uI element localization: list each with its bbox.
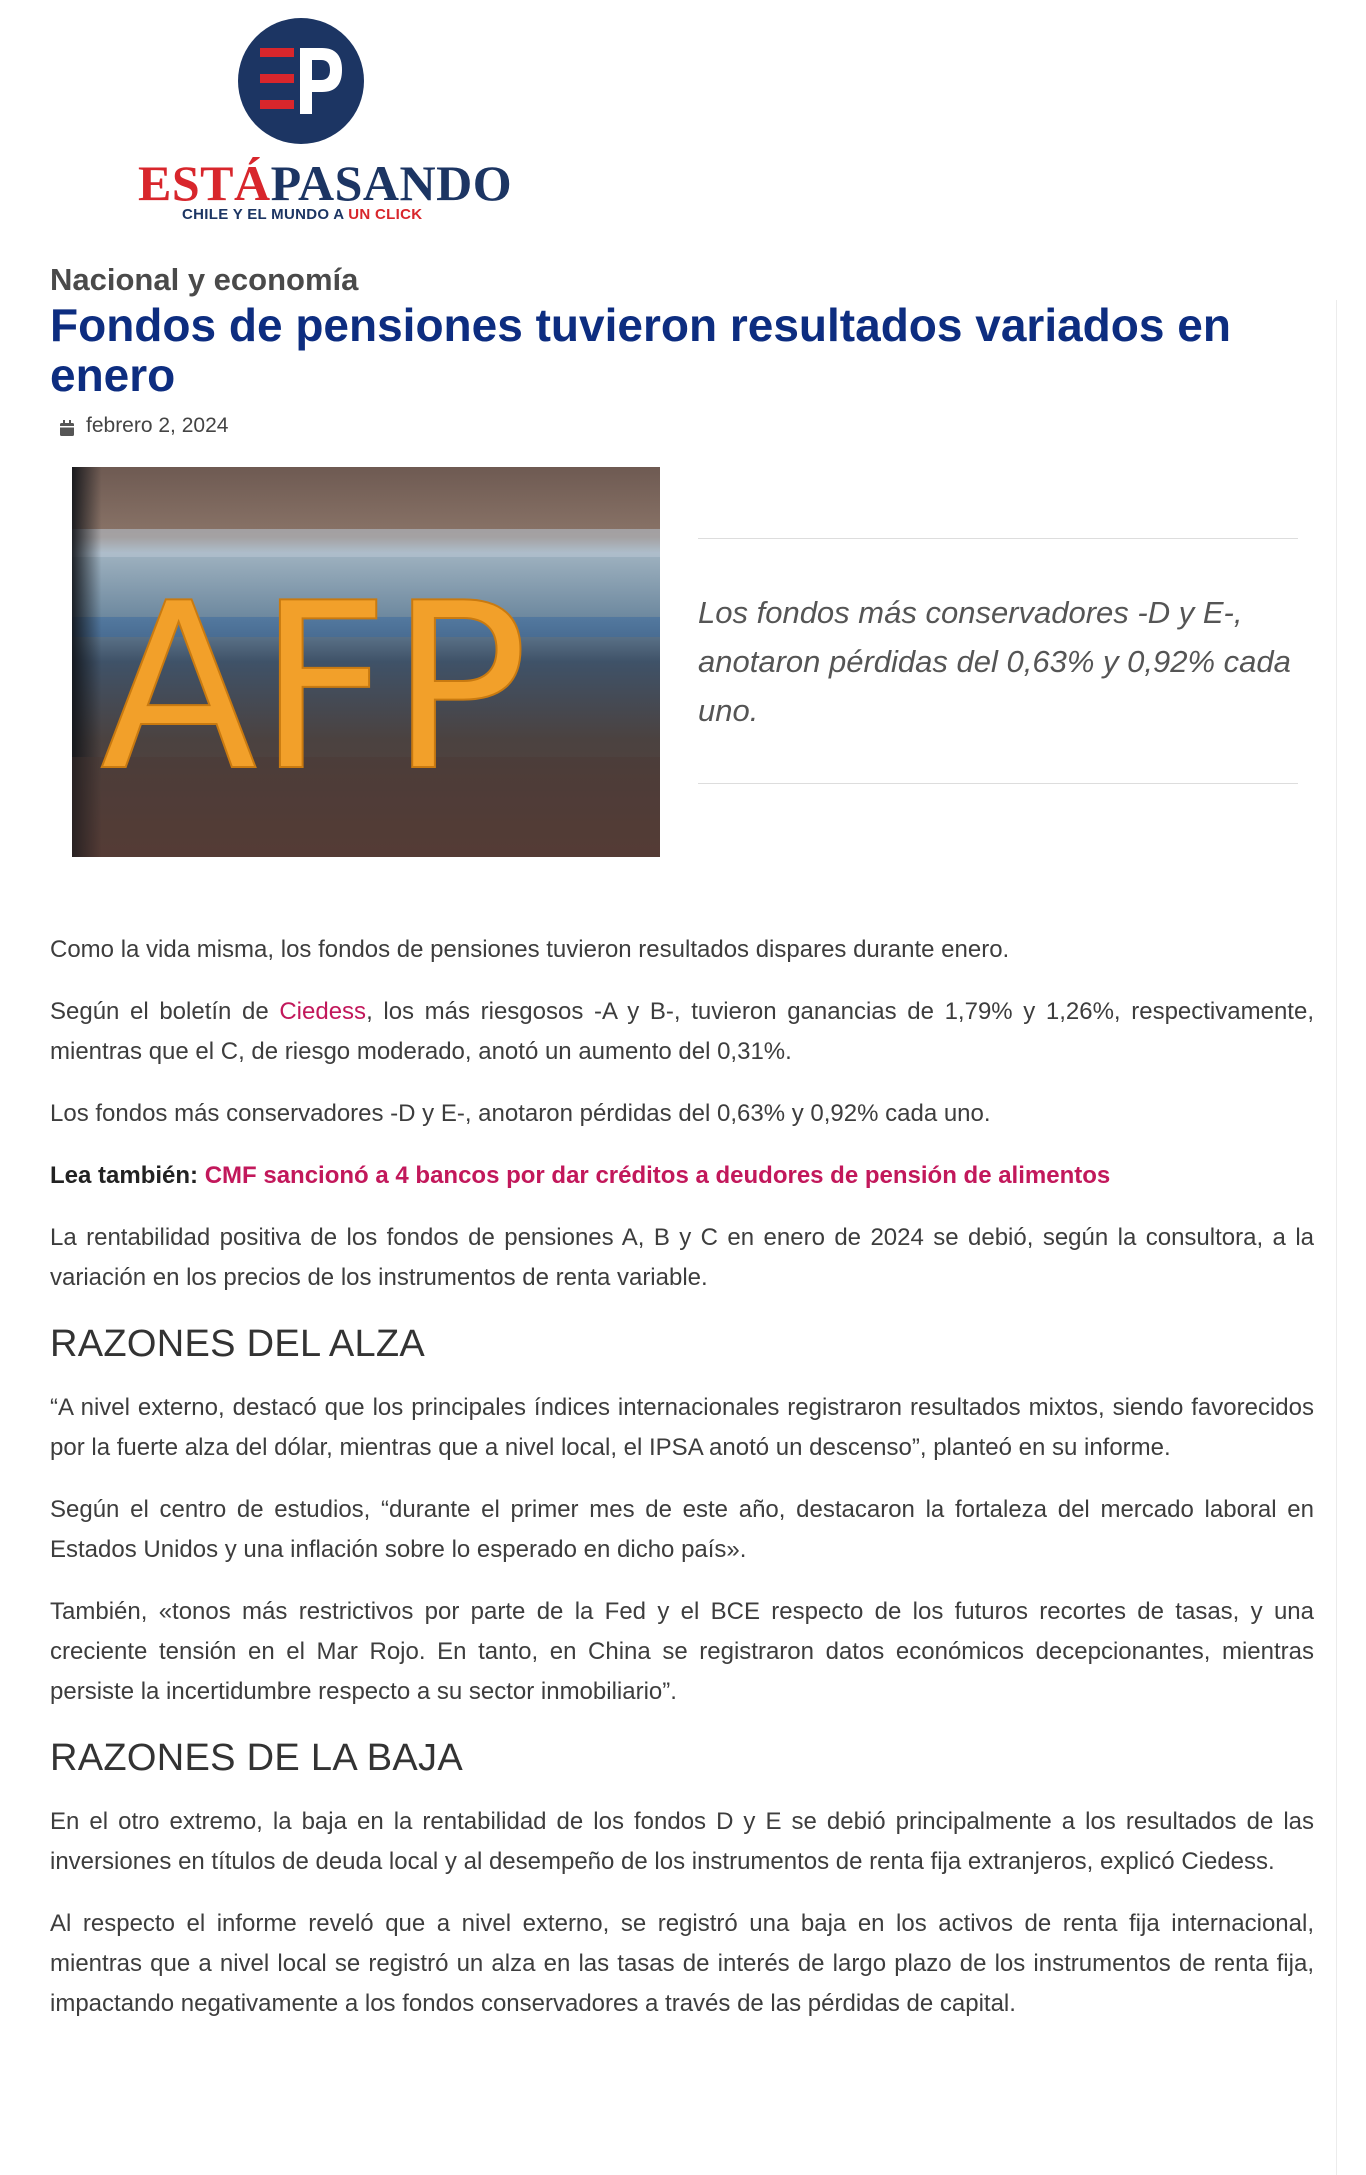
paragraph-8: En el otro extremo, la baja en la rentabilidad de los fondos D y E se debió principalmente a los resultados de las inversiones en títulos de deuda local y al desempeño de los instrumentos de renta fija extranjeros, explicó Ciedess. xyxy=(50,1808,1314,1875)
quote-bottom-rule xyxy=(698,783,1298,784)
paragraph-3: Los fondos más conservadores -D y E-, anotaron pérdidas del 0,63% y 0,92% cada uno. xyxy=(50,1100,991,1127)
pull-quote: Los fondos más conservadores -D y E-, anotaron pérdidas del 0,63% y 0,92% cada uno. xyxy=(698,595,1291,728)
paragraph-4: La rentabilidad positiva de los fondos de pensiones A, B y C en enero de 2024 se debió, según la consultora, a la variación en los precios de los instrumentos de renta variable. xyxy=(50,1224,1314,1291)
paragraph-2: Según el boletín de Ciedess, los más riesgosos -A y B-, tuvieron ganancias de 1,79% y 1,26%, respectivamente, mientras que el C, de riesgo moderado, anotó un aumento del 0,31%. xyxy=(50,998,1314,1065)
paragraph-5: “A nivel externo, destacó que los principales índices internacionales registraron resultados mixtos, siendo favorecidos por la fuerte alza del dólar, mientras que a nivel local, el IPSA anotó un descenso”, planteó en su informe. xyxy=(50,1394,1314,1461)
content-border xyxy=(1336,300,1337,2175)
article-date[interactable]: febrero 2, 2024 xyxy=(86,414,229,437)
article-title: Fondos de pensiones tuvieron resultados variados en enero xyxy=(50,299,1231,401)
article-category[interactable]: Nacional y economía xyxy=(50,262,359,297)
article-image xyxy=(72,467,660,857)
heading-razones-baja: RAZONES DE LA BAJA xyxy=(50,1737,463,1779)
related-article xyxy=(50,1156,1314,1196)
logo-wordmark: ESTÁPASANDO xyxy=(138,155,513,211)
ciedess-link[interactable]: Ciedess xyxy=(279,998,367,1025)
heading-razones-alza: RAZONES DEL ALZA xyxy=(50,1323,426,1365)
site-logo[interactable] xyxy=(134,18,513,228)
article-body xyxy=(50,930,1314,2046)
paragraph-7: También, «tonos más restrictivos por parte de la Fed y el BCE respecto de los futuros recortes de tasas, y una creciente tensión en el Mar Rojo. En tanto, en China se registraron datos económicos decepcionantes, mientras persiste la incertidumbre respecto a su sector inmobiliario”. xyxy=(50,1598,1314,1705)
article-meta xyxy=(60,414,228,438)
afp-sign-text: AFP xyxy=(100,555,529,822)
paragraph-1: Como la vida misma, los fondos de pensiones tuvieron resultados dispares durante enero. xyxy=(50,936,1010,963)
related-label: Lea también: xyxy=(50,1162,199,1189)
logo-monogram xyxy=(238,18,364,144)
ep-monogram-icon xyxy=(238,18,364,144)
quote-top-rule xyxy=(698,538,1298,539)
related-article-link[interactable]: CMF sancionó a 4 bancos por dar créditos a deudores de pensión de alimentos xyxy=(204,1162,1111,1189)
paragraph-6: Según el centro de estudios, “durante el primer mes de este año, destacaron la fortaleza del mercado laboral en Estados Unidos y una inflación sobre lo esperado en dicho país». xyxy=(50,1496,1314,1563)
logo-tagline: CHILE Y EL MUNDO A UN CLICK xyxy=(182,206,423,223)
paragraph-9: Al respecto el informe reveló que a nivel externo, se registró una baja en los activos de renta fija internacional, mientras que a nivel local se registró un alza en las tasas de interés de largo plazo de los instrumentos de renta fija, impactando negativamente a los fondos conservadores a través de las pérdidas de capital. xyxy=(50,1910,1314,2017)
calendar-icon xyxy=(60,418,74,434)
